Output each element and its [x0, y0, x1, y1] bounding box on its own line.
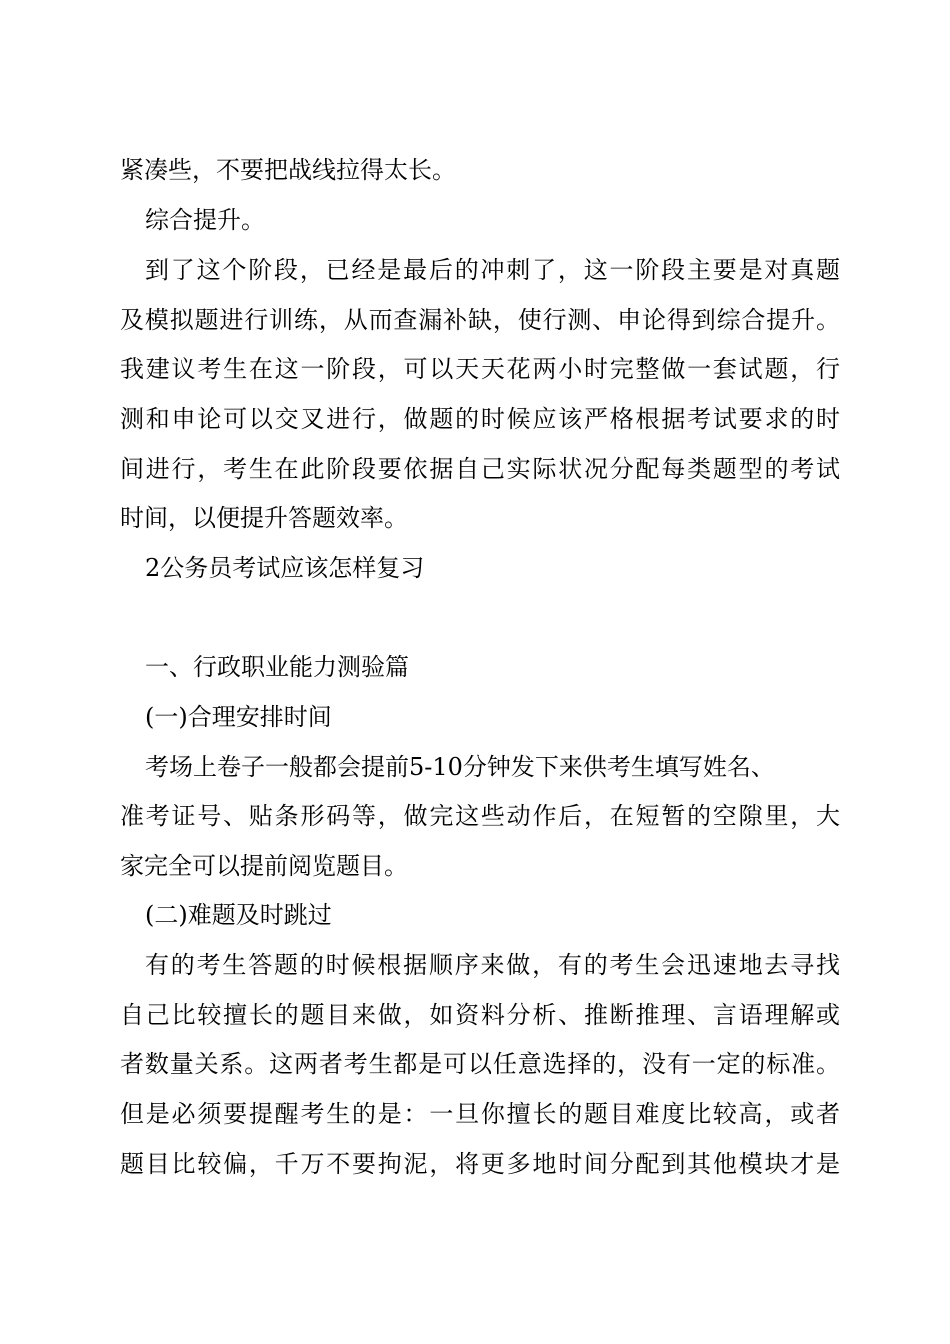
- subheading-part-1: 一、行政职业能力测验篇: [145, 653, 409, 681]
- text-line-1: 紧凑些，不要把战线拉得太长。: [120, 156, 456, 184]
- text-line-12: 有的考生答题的时候根据顺序来做，有的考生会迅速地去寻找: [145, 951, 840, 979]
- text-line-8: 时间，以便提升答题效率。: [120, 504, 408, 532]
- text-line-7: 间进行，考生在此阶段要依据自己实际状况分配每类题型的考试: [120, 455, 840, 483]
- text-line-11: 家完全可以提前阅览题目。: [120, 852, 408, 880]
- text-line-16: 题目比较偏，千万不要拘泥，将更多地时间分配到其他模块才是: [120, 1150, 840, 1178]
- text-line-15: 但是必须要提醒考生的是：一旦你擅长的题目难度比较高，或者: [120, 1100, 840, 1128]
- text-line-5: 我建议考生在这一阶段，可以天天花两小时完整做一套试题，行: [120, 355, 840, 383]
- text-line-14: 者数量关系。这两者考生都是可以任意选择的，没有一定的标准。: [120, 1050, 840, 1078]
- text-line-13: 自己比较擅长的题目来做，如资料分析、推断推理、言语理解或: [120, 1001, 840, 1029]
- text-line-2: 综合提升。: [145, 206, 265, 234]
- text-line-4: 及模拟题进行训练，从而查漏补缺，使行测、申论得到综合提升。: [120, 306, 840, 334]
- text-line-3: 到了这个阶段，已经是最后的冲刺了，这一阶段主要是对真题: [145, 256, 840, 284]
- text-line-9: 考场上卷子一般都会提前5-10分钟发下来供考生填写姓名、: [145, 753, 775, 781]
- text-line-6: 测和申论可以交叉进行，做题的时候应该严格根据考试要求的时: [120, 405, 840, 433]
- subheading-item-2: (二)难题及时跳过: [145, 901, 332, 929]
- text-line-10: 准考证号、贴条形码等，做完这些动作后，在短暂的空隙里，大: [120, 802, 840, 830]
- section-heading-2: 2公务员考试应该怎样复习: [145, 554, 425, 582]
- subheading-item-1: (一)合理安排时间: [145, 703, 332, 731]
